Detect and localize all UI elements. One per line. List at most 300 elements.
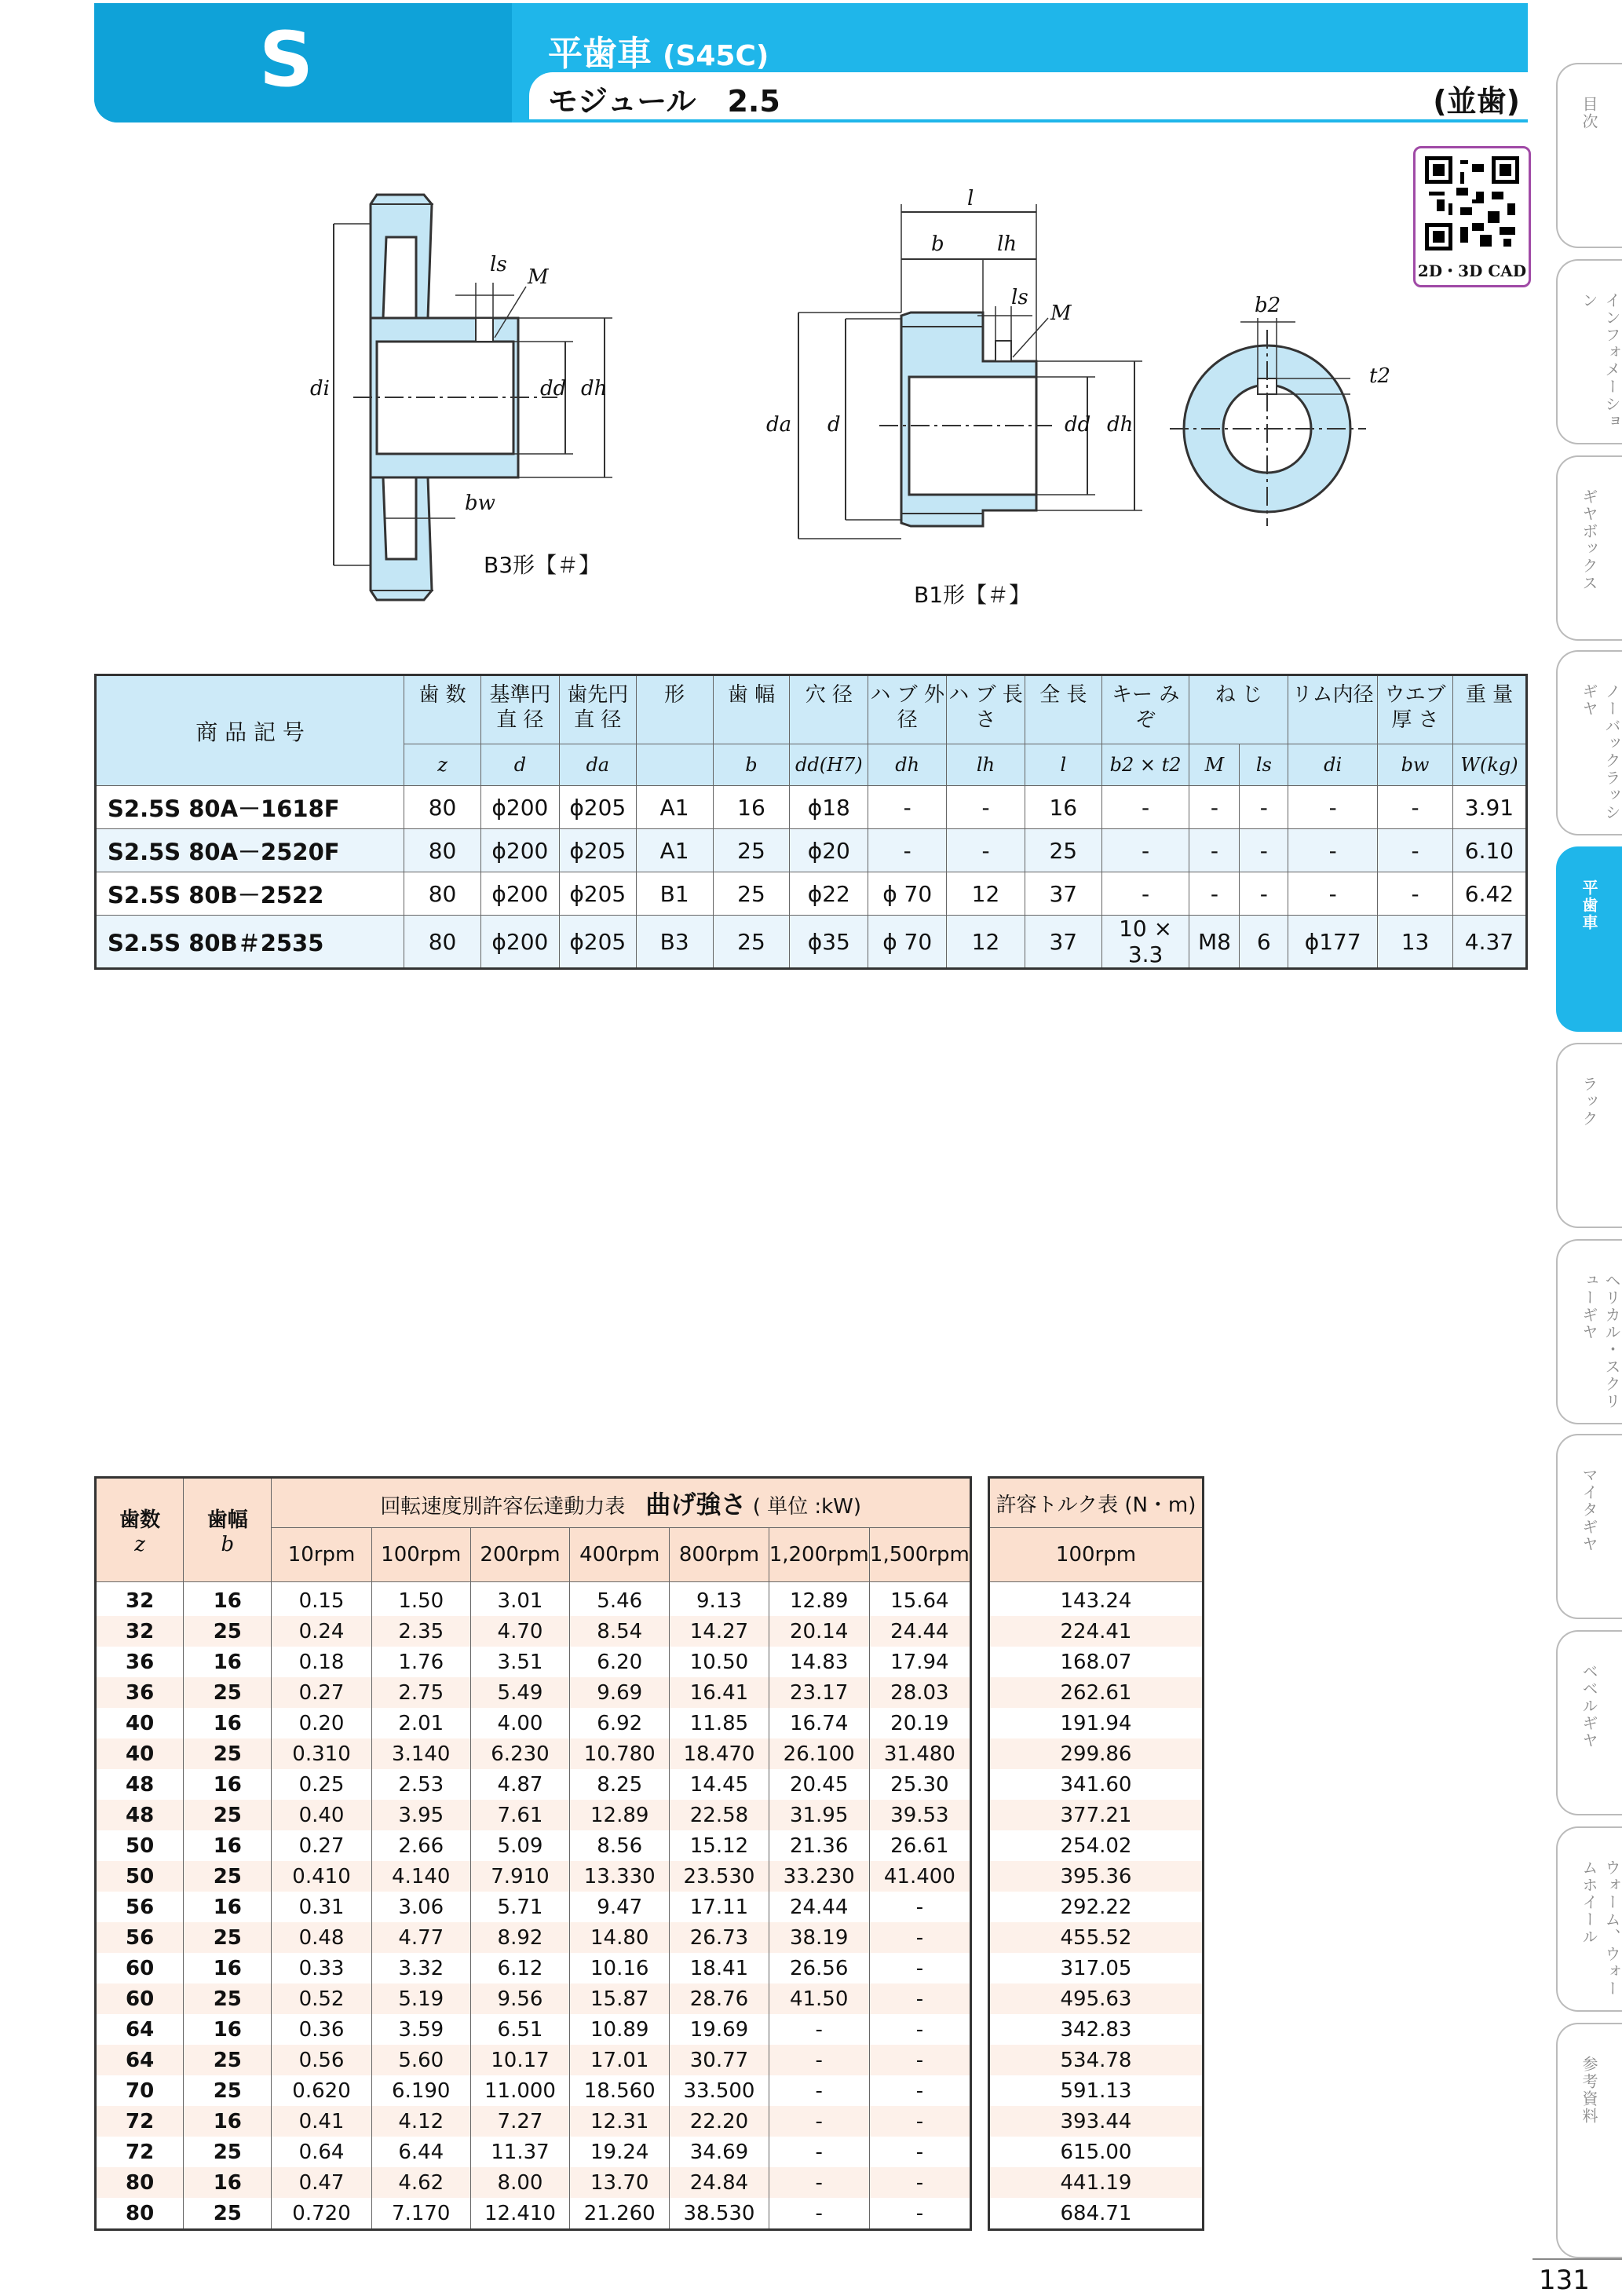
table-cell: -: [1101, 829, 1189, 872]
power-cell: 14.45: [670, 1769, 769, 1800]
teeth-cell: 64: [96, 2045, 184, 2075]
table-row: [989, 1616, 1204, 1647]
table-row: [989, 1769, 1204, 1800]
width-cell: 25: [184, 1983, 272, 2014]
width-cell: 16: [184, 2167, 272, 2198]
teeth-cell: 32: [96, 1616, 184, 1647]
table-row: [96, 1647, 971, 1677]
torque-cell: 168.07: [1060, 1650, 1132, 1674]
power-cell: 7.910: [470, 1861, 569, 1892]
table-cell: ϕ 70: [868, 916, 947, 969]
table-row: [96, 2014, 971, 2045]
speed-header: 200rpm: [470, 1528, 569, 1582]
table-cell: 6.42: [1452, 872, 1526, 916]
power-cell: 17.01: [570, 2045, 670, 2075]
table-cell: B3: [636, 916, 713, 969]
table-row: [989, 1677, 1204, 1708]
table-cell: ϕ205: [559, 829, 636, 872]
power-cell: 0.27: [272, 1830, 371, 1861]
table-row: [96, 2137, 971, 2167]
table-row: [989, 1892, 1204, 1922]
torque-cell: 262.61: [989, 1677, 1204, 1708]
power-cell: 20.14: [769, 1616, 869, 1647]
power-cell: 8.54: [570, 1616, 670, 1647]
width-cell: 16: [184, 1708, 272, 1738]
table-row: [989, 1861, 1204, 1892]
power-cell: 13.330: [570, 1861, 670, 1892]
torque-cell: 393.44: [989, 2106, 1204, 2137]
spec-table: [94, 674, 1528, 970]
power-cell: 24.84: [670, 2167, 769, 2198]
speed-header: 1,500rpm: [869, 1528, 970, 1582]
table-row: [96, 1983, 971, 2014]
table-row: [96, 1769, 971, 1800]
table-row: [96, 1892, 971, 1922]
power-cell: 0.41: [272, 2106, 371, 2137]
power-cell: 5.71: [470, 1892, 569, 1922]
power-cell: 24.44: [769, 1892, 869, 1922]
power-cell: 0.52: [272, 1983, 371, 2014]
table-cell: 80: [404, 916, 481, 969]
power-cell: 23.17: [769, 1677, 869, 1708]
table-cell: -: [868, 829, 947, 872]
product-code: S2.5S 80A－2520F: [96, 829, 404, 872]
b3-gear-drawing: [334, 195, 612, 600]
side-tab-spur-gear[interactable]: 平歯車: [1556, 846, 1622, 1032]
col-weight: 重 量: [1452, 675, 1526, 744]
power-cell: 4.70: [470, 1616, 569, 1647]
power-cell: 11.85: [670, 1708, 769, 1738]
sym-b2t2: b2 × t2: [1101, 744, 1189, 786]
torque-title: 許容トルク表 (N・m): [989, 1478, 1204, 1528]
power-cell: 1.76: [371, 1647, 470, 1677]
power-cell: 0.31: [272, 1892, 371, 1922]
torque-cell: 495.63: [989, 1983, 1204, 2014]
speed-header: 400rpm: [570, 1528, 670, 1582]
table-row: [989, 2167, 1204, 2198]
power-cell: 0.15: [272, 1582, 371, 1617]
torque-cell: 143.24: [1060, 1589, 1132, 1613]
power-cell: 34.69: [670, 2137, 769, 2167]
teeth-cell: 80: [96, 2198, 184, 2230]
torque-table: [988, 1476, 1204, 2231]
col-type: 形: [636, 675, 713, 744]
width-cell: 25: [184, 1922, 272, 1953]
width-cell: 16: [184, 1953, 272, 1983]
table-cell: ϕ20: [790, 829, 868, 872]
power-cell: 4.12: [371, 2106, 470, 2137]
col-pitch-dia: 基準円 直 径: [480, 675, 559, 744]
dim-ls-b3: ls: [490, 253, 507, 276]
torque-cell: 615.00: [1060, 2140, 1132, 2164]
dim-b: b: [931, 232, 944, 256]
power-cell: 31.480: [869, 1738, 970, 1769]
table-cell: -: [947, 786, 1025, 829]
cad-qr-link[interactable]: [1413, 146, 1531, 287]
sym-di: di: [1288, 744, 1378, 786]
power-cell: 30.77: [670, 2045, 769, 2075]
teeth-cell: 80: [96, 2167, 184, 2198]
speed-header: 100rpm: [371, 1528, 470, 1582]
side-tab-helical[interactable]: ヘリカル・スクリューギヤ: [1556, 1239, 1622, 1424]
width-cell: 16: [184, 1892, 272, 1922]
width-cell: 16: [184, 1769, 272, 1800]
gear-diagrams: [298, 181, 1382, 620]
power-cell: 12.410: [470, 2198, 569, 2230]
power-cell: 26.56: [769, 1953, 869, 1983]
power-cell: 2.53: [371, 1769, 470, 1800]
power-cell: 15.87: [570, 1983, 670, 2014]
width-cell: 25: [184, 2045, 272, 2075]
power-cell: 4.00: [470, 1708, 569, 1738]
power-cell: 14.27: [670, 1616, 769, 1647]
table-row: [96, 1708, 971, 1738]
teeth-cell: 72: [96, 2106, 184, 2137]
power-cell: 3.01: [470, 1582, 569, 1617]
power-cell: 28.03: [869, 1677, 970, 1708]
table-row: [96, 829, 1527, 872]
power-cell: 9.69: [570, 1677, 670, 1708]
side-tab-no-backlash[interactable]: ノーバックラッシギヤ: [1556, 650, 1622, 835]
power-cell: 23.530: [670, 1861, 769, 1892]
power-cell: 0.27: [272, 1677, 371, 1708]
b1-caption: B1形【＃】: [914, 582, 1032, 608]
power-cell: 0.310: [272, 1738, 371, 1769]
table-cell: ϕ 70: [868, 872, 947, 916]
power-cell: 18.560: [570, 2075, 670, 2106]
page-title: 平歯車 (S45C): [548, 34, 769, 74]
table-cell: 80: [404, 829, 481, 872]
table-row: [96, 2075, 971, 2106]
power-cell: 3.06: [371, 1892, 470, 1922]
power-cell: 5.60: [371, 2045, 470, 2075]
power-cell: 5.46: [570, 1582, 670, 1617]
torque-cell: 591.13: [1060, 2078, 1132, 2103]
dim-di: di: [310, 377, 330, 400]
table-row: [989, 1830, 1204, 1861]
torque-cell: 395.36: [989, 1861, 1204, 1892]
table-cell: -: [1378, 786, 1453, 829]
table-cell: 80: [404, 872, 481, 916]
width-cell: 25: [184, 1738, 272, 1769]
width-cell: 25: [184, 1800, 272, 1830]
torque-cell: 254.02: [1060, 1834, 1132, 1858]
product-code: S2.5S 80A－1618F: [96, 786, 404, 829]
teeth-cell: 56: [96, 1922, 184, 1953]
teeth-cell: 40: [96, 1708, 184, 1738]
power-cell: 8.56: [570, 1830, 670, 1861]
width-cell: 25: [184, 2198, 272, 2230]
power-cell: 15.12: [670, 1830, 769, 1861]
torque-cell: 341.60: [1060, 1772, 1132, 1797]
table-cell: -: [1189, 786, 1240, 829]
table-row: [96, 1922, 971, 1953]
table-cell: 12: [947, 872, 1025, 916]
power-cell: 1.50: [371, 1582, 470, 1617]
table-row: [989, 2075, 1204, 2106]
table-row: [96, 1861, 971, 1892]
power-cell: -: [769, 2137, 869, 2167]
dim-b2: b2: [1255, 294, 1281, 317]
sym-lh: lh: [947, 744, 1025, 786]
teeth-cell: 70: [96, 2075, 184, 2106]
table-row: [989, 1922, 1204, 1953]
table-row: [989, 1953, 1204, 1983]
power-cell: 6.51: [470, 2014, 569, 2045]
side-tab-contents[interactable]: 目次: [1556, 63, 1622, 248]
power-cell: 22.58: [670, 1800, 769, 1830]
table-cell: ϕ205: [559, 916, 636, 969]
power-cell: 0.18: [272, 1647, 371, 1677]
col-keyway: キー みぞ: [1101, 675, 1189, 744]
sym-l: l: [1025, 744, 1101, 786]
power-cell: 6.190: [371, 2075, 470, 2106]
torque-cell: 292.22: [1060, 1895, 1132, 1919]
power-cell: 17.11: [670, 1892, 769, 1922]
table-cell: -: [1189, 829, 1240, 872]
power-cell: 0.25: [272, 1769, 371, 1800]
side-tab-worm[interactable]: ウォーム、ウォームホイール: [1556, 1826, 1622, 2012]
power-cell: 38.19: [769, 1922, 869, 1953]
power-cell: 33.500: [670, 2075, 769, 2106]
side-tab-reference[interactable]: 参考資料: [1556, 2023, 1622, 2258]
power-title: 回転速度別許容伝達動力表 曲げ強さ ( 単位 :kW): [272, 1478, 971, 1528]
side-tab-bevel[interactable]: ベベルギヤ: [1556, 1630, 1622, 1815]
table-cell: 3.91: [1452, 786, 1526, 829]
side-tab-rack[interactable]: ラック: [1556, 1043, 1622, 1228]
table-cell: ϕ205: [559, 872, 636, 916]
side-tab-miter[interactable]: マイタギヤ: [1556, 1434, 1622, 1619]
side-tab-gearbox[interactable]: ギヤボックス: [1556, 455, 1622, 641]
dim-lh: lh: [997, 232, 1017, 256]
dim-ls-b1: ls: [1011, 286, 1028, 309]
teeth-cell: 60: [96, 1983, 184, 2014]
power-cell: -: [869, 2106, 970, 2137]
power-cell: 12.89: [769, 1582, 869, 1617]
width-cell: 16: [184, 2014, 272, 2045]
torque-cell: 342.83: [1060, 2017, 1132, 2042]
power-cell: -: [769, 2045, 869, 2075]
sym-b: b: [713, 744, 790, 786]
table-cell: 10 × 3.3: [1101, 916, 1189, 969]
table-cell: 4.37: [1452, 916, 1526, 969]
product-code: S2.5S 80B－2522: [96, 872, 404, 916]
power-cell: 28.76: [670, 1983, 769, 2014]
power-cell: 31.95: [769, 1800, 869, 1830]
table-row: [96, 1800, 971, 1830]
table-cell: B1: [636, 872, 713, 916]
table-row: [989, 2137, 1204, 2167]
torque-cell: 534.78: [989, 2045, 1204, 2075]
power-cell: 4.87: [470, 1769, 569, 1800]
torque-cell: 455.52: [989, 1922, 1204, 1953]
table-row: [989, 1582, 1204, 1617]
product-code: S2.5S 80B＃2535: [96, 916, 404, 969]
page-number-rule: [1532, 2258, 1622, 2260]
col-web: ウエブ 厚 さ: [1378, 675, 1453, 744]
table-cell: ϕ200: [480, 916, 559, 969]
side-tab-information[interactable]: インフォメーション: [1556, 259, 1622, 444]
col-code: 商 品 記 号: [96, 675, 404, 786]
power-cell: 21.36: [769, 1830, 869, 1861]
power-table: [94, 1476, 972, 2231]
power-cell: 6.92: [570, 1708, 670, 1738]
power-cell: 16.74: [769, 1708, 869, 1738]
power-cell: 9.13: [670, 1582, 769, 1617]
table-row: [989, 1647, 1204, 1677]
power-cell: 14.83: [769, 1647, 869, 1677]
dim-dd-b1: dd: [1065, 413, 1091, 437]
table-row: [96, 1830, 971, 1861]
power-cell: -: [869, 1983, 970, 2014]
b1-gear-drawing: [798, 204, 1142, 539]
power-cell: 19.24: [570, 2137, 670, 2167]
table-cell: ϕ35: [790, 916, 868, 969]
table-cell: 16: [713, 786, 790, 829]
power-cell: 11.37: [470, 2137, 569, 2167]
power-cell: 10.89: [570, 2014, 670, 2045]
power-cell: 3.51: [470, 1647, 569, 1677]
table-cell: ϕ200: [480, 872, 559, 916]
category-letter: S: [259, 16, 314, 104]
table-cell: A1: [636, 829, 713, 872]
power-cell: 8.25: [570, 1769, 670, 1800]
table-row: [989, 1800, 1204, 1830]
table-row: [96, 2106, 971, 2137]
power-cell: 14.80: [570, 1922, 670, 1953]
power-cell: 3.59: [371, 2014, 470, 2045]
table-cell: ϕ22: [790, 872, 868, 916]
table-cell: M8: [1189, 916, 1240, 969]
power-cell: 9.56: [470, 1983, 569, 2014]
power-cell: 3.140: [371, 1738, 470, 1769]
power-cell: 0.20: [272, 1708, 371, 1738]
table-cell: 25: [713, 916, 790, 969]
power-cell: -: [769, 2075, 869, 2106]
power-cell: 12.89: [570, 1800, 670, 1830]
power-cell: 26.73: [670, 1922, 769, 1953]
col-screw: ね じ: [1189, 675, 1288, 744]
speed-header: 800rpm: [670, 1528, 769, 1582]
page-number: 131: [1539, 2265, 1590, 2296]
dim-l: l: [967, 187, 974, 210]
table-cell: 37: [1025, 916, 1101, 969]
dim-t2: t2: [1369, 364, 1390, 388]
table-cell: 13: [1378, 916, 1453, 969]
teeth-cell: 36: [96, 1647, 184, 1677]
sym-z: z: [404, 744, 481, 786]
width-cell: 16: [184, 1647, 272, 1677]
table-cell: 80: [404, 786, 481, 829]
table-cell: ϕ205: [559, 786, 636, 829]
sym-da: da: [559, 744, 636, 786]
table-row: [989, 2198, 1204, 2230]
power-cell: 13.70: [570, 2167, 670, 2198]
table-row: [96, 1616, 971, 1647]
power-cell: 21.260: [570, 2198, 670, 2230]
teeth-cell: 56: [96, 1892, 184, 1922]
width-cell: 25: [184, 1616, 272, 1647]
power-cell: 38.530: [670, 2198, 769, 2230]
teeth-cell: 64: [96, 2014, 184, 2045]
col-teeth-count: 歯数 z: [96, 1478, 184, 1582]
qr-label: 2D・3D CAD: [1417, 261, 1527, 280]
power-cell: 41.400: [869, 1861, 970, 1892]
table-cell: -: [1378, 872, 1453, 916]
col-face-width: 歯幅 b: [184, 1478, 272, 1582]
power-cell: 15.64: [869, 1582, 970, 1617]
power-cell: 41.50: [769, 1983, 869, 2014]
col-teeth: 歯 数: [404, 675, 481, 744]
dim-dd-b3: dd: [540, 377, 567, 400]
torque-cell: 684.71: [1060, 2201, 1132, 2225]
dim-m-b1: M: [1050, 302, 1072, 325]
qr-code-icon: [1425, 156, 1519, 250]
table-row: [989, 1983, 1204, 2014]
table-cell: ϕ200: [480, 829, 559, 872]
power-cell: 33.230: [769, 1861, 869, 1892]
power-cell: -: [869, 2137, 970, 2167]
power-cell: -: [769, 2014, 869, 2045]
dim-dh-b3: dh: [581, 377, 608, 400]
width-cell: 16: [184, 2106, 272, 2137]
col-hub-dia: ハ ブ 外 径: [868, 675, 947, 744]
power-cell: 0.56: [272, 2045, 371, 2075]
table-cell: ϕ18: [790, 786, 868, 829]
power-cell: 8.00: [470, 2167, 569, 2198]
table-row: [989, 2045, 1204, 2075]
table-row: [96, 786, 1527, 829]
power-cell: 6.12: [470, 1953, 569, 1983]
power-cell: 22.20: [670, 2106, 769, 2137]
table-cell: ϕ200: [480, 786, 559, 829]
table-row: [96, 2198, 971, 2230]
power-cell: -: [869, 2075, 970, 2106]
power-cell: 7.170: [371, 2198, 470, 2230]
width-cell: 25: [184, 1677, 272, 1708]
power-cell: 2.66: [371, 1830, 470, 1861]
torque-cell: 224.41: [989, 1616, 1204, 1647]
power-cell: -: [869, 1892, 970, 1922]
torque-cell: 377.21: [989, 1800, 1204, 1830]
power-cell: 9.47: [570, 1892, 670, 1922]
table-row: [989, 1738, 1204, 1769]
table-cell: -: [1240, 829, 1288, 872]
table-cell: -: [1288, 872, 1378, 916]
power-cell: 26.100: [769, 1738, 869, 1769]
table-cell: -: [947, 829, 1025, 872]
table-cell: -: [868, 786, 947, 829]
sym-m: M: [1189, 744, 1240, 786]
power-cell: 4.140: [371, 1861, 470, 1892]
table-row: [96, 1677, 971, 1708]
teeth-cell: 32: [96, 1582, 184, 1617]
teeth-cell: 50: [96, 1830, 184, 1861]
width-cell: 16: [184, 1830, 272, 1861]
keyway-end-view: [1170, 318, 1366, 526]
table-row: [96, 1953, 971, 1983]
power-cell: 5.49: [470, 1677, 569, 1708]
col-rim-dia: リム内径: [1288, 675, 1378, 744]
sym-type: [636, 744, 713, 786]
table-cell: -: [1288, 829, 1378, 872]
power-cell: 0.620: [272, 2075, 371, 2106]
power-cell: 10.780: [570, 1738, 670, 1769]
power-cell: -: [769, 2167, 869, 2198]
width-cell: 16: [184, 1582, 272, 1617]
torque-cell: 441.19: [989, 2167, 1204, 2198]
sym-d: d: [480, 744, 559, 786]
